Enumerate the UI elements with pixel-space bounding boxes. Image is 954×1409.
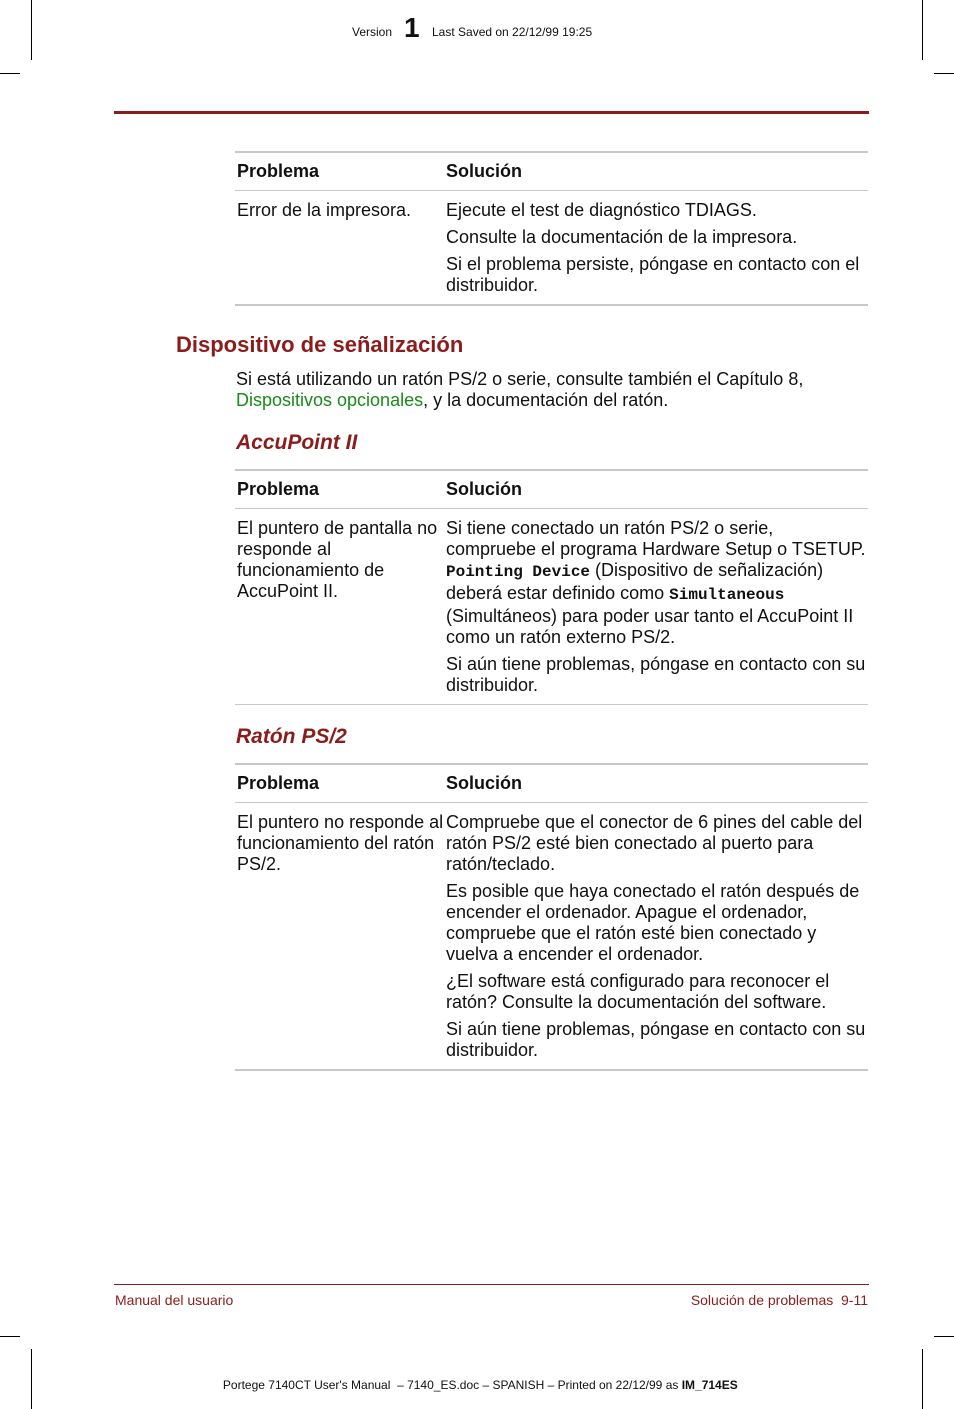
solution-cell	[446, 518, 868, 696]
header-rule	[114, 111, 869, 114]
version-label: Version	[352, 25, 393, 39]
solution-line: Consulte la documentación de la impresora.	[446, 227, 798, 247]
print-line	[0, 1364, 954, 1392]
solution-line: Si aún tiene problemas, póngase en contacto con su distribuidor.	[446, 654, 866, 695]
solution-line	[446, 518, 868, 648]
table-row	[235, 509, 868, 705]
footer-left: Manual del usuario	[115, 1292, 234, 1308]
chapter-link[interactable]: Dispositivos opcionales	[236, 390, 424, 410]
table-row	[235, 803, 868, 1071]
col-problem-header: Problema	[237, 161, 320, 181]
col-solution-header: Solución	[446, 479, 522, 499]
intro-text-end: , y la documentación del ratón.	[423, 390, 669, 410]
section-title: Dispositivo de señalización	[176, 332, 464, 357]
solution-line: Compruebe que el conector de 6 pines del cable del ratón PS/2 esté bien conectado al puerto para ratón/teclado.	[446, 812, 863, 874]
table-header	[235, 471, 868, 509]
print-code: IM_714ES	[681, 1378, 738, 1392]
table-header	[235, 153, 868, 191]
crop-mark	[934, 1336, 954, 1337]
problem-cell: El puntero de pantalla no responde al funcionamiento de AccuPoint II.	[237, 518, 438, 601]
accupoint-table	[235, 469, 868, 705]
footer-right: Solución de problemas 9-11	[690, 1292, 868, 1308]
raton-table	[235, 763, 868, 1071]
col-solution-header: Solución	[446, 773, 522, 793]
table-row	[235, 191, 868, 306]
solution-text: Si tiene conectado un ratón PS/2 o serie, compruebe el programa Hardware Setup o TSETUP.	[446, 518, 866, 559]
solution-text: (Simultáneos) para poder usar tanto el AccuPoint II como un ratón externo PS/2.	[446, 606, 854, 647]
raton-title: Ratón PS/2	[236, 725, 347, 748]
solution-line: Ejecute el test de diagnóstico TDIAGS.	[446, 200, 757, 220]
solution-cell	[446, 200, 868, 296]
crop-mark	[934, 73, 954, 74]
crop-mark	[0, 1336, 20, 1337]
problem-cell: El puntero no responde al funcionamiento del ratón PS/2.	[237, 812, 444, 874]
table-header	[235, 765, 868, 803]
solution-line: Es posible que haya conectado el ratón después de encender el ordenador. Apague el ordenador, compruebe que el ratón esté bien conectado y vuelva a encender el ordenador.	[446, 881, 860, 964]
footer-rule	[114, 1284, 869, 1285]
print-line-text: Portege 7140CT User's Manual – 7140_ES.doc – SPANISH – Printed on 22/12/99 as	[222, 1378, 682, 1392]
solution-cell	[446, 812, 868, 1061]
problem-cell: Error de la impresora.	[237, 200, 412, 220]
version-number: 1	[404, 12, 420, 43]
accupoint-title: AccuPoint II	[236, 431, 358, 454]
crop-mark	[922, 0, 923, 60]
solution-line: ¿El software está configurado para reconocer el ratón? Consulte la documentación del software.	[446, 971, 830, 1012]
intro-text: Si está utilizando un ratón PS/2 o serie, consulte también el Capítulo 8,	[236, 369, 804, 389]
printer-table	[235, 151, 868, 306]
col-problem-header: Problema	[237, 773, 320, 793]
last-saved: Last Saved on 22/12/99 19:25	[432, 25, 593, 39]
crop-mark	[31, 0, 32, 60]
col-problem-header: Problema	[237, 479, 320, 499]
solution-text: (Dispositivo de señalización) deberá estar definido como	[446, 560, 824, 603]
crop-mark	[0, 73, 20, 74]
setting-simultaneous: Simultaneous	[669, 586, 785, 604]
section-intro	[236, 369, 866, 411]
solution-line: Si aún tiene problemas, póngase en contacto con su distribuidor.	[446, 1019, 866, 1060]
col-solution-header: Solución	[446, 161, 522, 181]
setting-pointing-device: Pointing Device	[446, 563, 591, 581]
solution-line: Si el problema persiste, póngase en contacto con el distribuidor.	[446, 254, 860, 295]
